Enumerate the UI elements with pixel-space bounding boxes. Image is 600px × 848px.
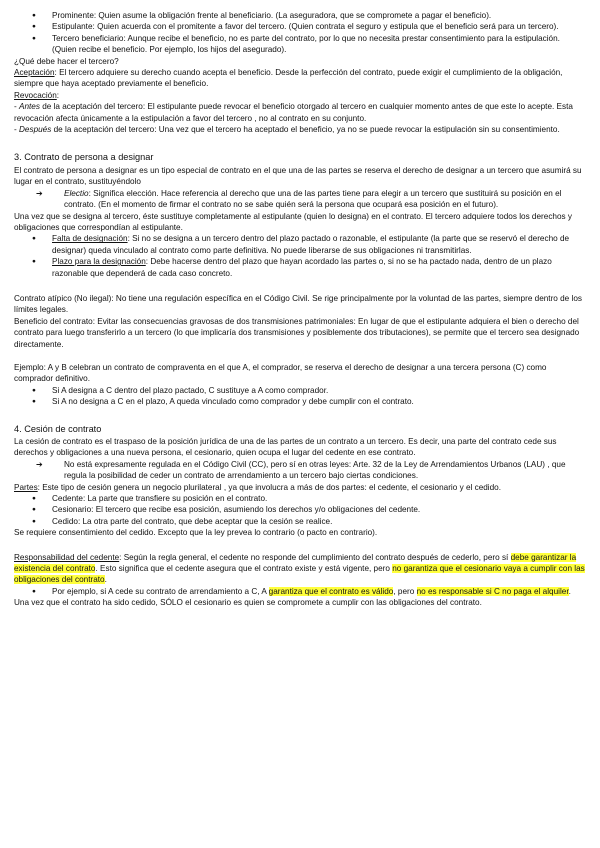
list-item-ejemplo-2: ● Si A no designa a C en el plazo, A queda vinculado como comprador y debe cumplir con el contrato. bbox=[14, 396, 586, 407]
section-heading-4: 4. Cesión de contrato bbox=[14, 423, 102, 434]
antes-paragraph: - Antes de la aceptación del tercero: El estipulante puede revocar el beneficio otorgado al tercero en cualquier momento antes de que este lo acepte. Esta revocación afecta únicamente a la estipulación a favor del tercero , no al contrato en su conjunto. bbox=[14, 102, 573, 123]
question-line: ¿Qué debe hacer el tercero? bbox=[14, 56, 119, 66]
section-heading-3: 3. Contrato de persona a designar bbox=[14, 152, 154, 163]
ejemplo-paragraph: Ejemplo: A y B celebran un contrato de compraventa en el que A, el comprador, se reserva el derecho de designar a una tercera persona (C) como comprador definitivo. bbox=[14, 362, 547, 384]
document-page bbox=[14, 10, 586, 609]
final-paragraph: Una vez que el contrato ha sido cedido, SÓLO el cesionario es quien se compromete a cumplir con las obligaciones del contrato. bbox=[14, 598, 482, 608]
list-item-ejemplo-cesion: ● Por ejemplo, si A cede su contrato de arrendamiento a C, A garantiza que el contrato es válido, pero no es responsable si C no paga el alquiler. bbox=[14, 586, 586, 597]
atipico-paragraph: Contrato atípico (No ilegal): No tiene una regulación específica en el Código Civil. Se rige principalmente por la voluntad de las partes, siempre dentro de los límites legales. bbox=[14, 293, 582, 315]
list-item-ejemplo-1: ● Si A designa a C dentro del plazo pactado, C sustituye a A como comprador. bbox=[14, 385, 586, 396]
responsabilidad-paragraph: Responsabilidad del cedente: Según la regla general, el cedente no responde del cumplimiento del contrato después de cederlo, pero sí debe garantizar la existencia del contrato. Esto significa que el cedente asegura que el contrato existe y está vigente, pero no garantiza que el cesionario vaya a cumplir con las obligaciones del contrato. bbox=[14, 552, 585, 585]
list-item-prominente: ● Prominente: Quien asume la obligación frente al beneficiario. (La aseguradora, que se compromete a pagar el beneficio). bbox=[14, 10, 586, 21]
list-item-tercero: ● Tercero beneficiario: Aunque recibe el beneficio, no es parte del contrato, por lo que no necesita prestar consentimiento para la estipulación. (Quien recibe el beneficio. Por ejemplo, los hijos del asegurado). bbox=[14, 33, 586, 56]
section-3-paragraph: Una vez que se designa al tercero, éste sustituye completamente al estipulante (quien lo designa) en el contrato. El tercero adquiere todos los derechos y obligaciones que correspondían al estipulante. bbox=[14, 211, 572, 232]
partes-paragraph: Partes: Este tipo de cesión genera un negocio plurilateral , ya que involucra a más de dos partes: el cedente, el cesionario y el cedido. bbox=[14, 482, 502, 492]
list-item-cedente: ● Cedente: La parte que transfiere su posición en el contrato. bbox=[14, 493, 586, 504]
highlight: no garantiza que el cesionario vaya a cumplir con las obligaciones del contrato bbox=[14, 564, 585, 585]
requiere-paragraph: Se requiere consentimiento del cedido. Excepto que la ley prevea lo contrario (o pacto en contrario). bbox=[14, 528, 378, 538]
aceptacion-paragraph: Aceptación: El tercero adquiere su derecho cuando acepta el beneficio. Desde la perfección del contrato, puede exigir el cumplimiento de la obligación, siempre que haya aceptado previamente el beneficio. bbox=[14, 68, 563, 89]
highlight: garantiza que el contrato es válido bbox=[268, 586, 394, 596]
beneficio-paragraph: Beneficio del contrato: Evitar las consecuencias gravosas de dos transmisiones patrimoniales: En lugar de que el estipulante adquiera el bien o derecho del contrato para luego transferirlo a un tercero (lo que implicaría dos transmisiones y posiblemente dos tributaciones), se permite que el tercero sea designado directamente. bbox=[14, 316, 580, 349]
regulacion-item: ➔ No está expresamente regulada en el Código Civil (CC), pero sí en otras leyes: Arte. 32 de la Ley de Arrendamientos Urbanos (LAU) , que regula la posibilidad de ceder un contrato de arrendamiento a un tercero bajo ciertas condiciones. bbox=[14, 459, 586, 482]
list-item-falta: ● Falta de designación: Si no se designa a un tercero dentro del plazo pactado o razonable, el estipulante (la parte que se reservó el derecho de designar) queda vinculado al contrato como parte definitiva. No puede liberarse de sus obligaciones ni transmitirlas. bbox=[14, 233, 586, 256]
list-item-plazo: ● Plazo para la designación: Debe hacerse dentro del plazo que hayan acordado las partes o, si no se ha pactado nada, dentro de un plazo razonable que dependerá de cada caso concreto. bbox=[14, 256, 586, 279]
list-item-estipulante: ● Estipulante: Quien acuerda con el promitente a favor del tercero. (Quien contrata el seguro y estipula que el beneficio será para un tercero). bbox=[14, 21, 586, 32]
electio-item: ➔ Electio: Significa elección. Hace referencia al derecho que una de las partes tiene para elegir a un tercero que sustituirá su posición en el contrato. (En el momento de firmar el contrato no se sabe quién será la persona que ocupará esa posición en el futuro). bbox=[14, 188, 586, 211]
despues-paragraph: - Después de la aceptación del tercero: Una vez que el tercero ha aceptado el beneficio, ya no se puede revocar la estipulación sin su consentimiento. bbox=[14, 125, 560, 135]
revocacion-heading: Revocación: bbox=[14, 90, 60, 100]
highlight: no es responsable si C no paga el alquiler bbox=[416, 586, 569, 596]
highlight: debe garantizar la existencia del contrato bbox=[14, 552, 577, 574]
section-4-intro: La cesión de contrato es el traspaso de la posición jurídica de una de las partes de un contrato a un tercero. Es decir, una parte del contrato cede sus derechos y obligaciones a una nueva persona, el cesionario, quien ocupa el lugar del cedente en ese contrato. bbox=[14, 437, 557, 458]
section-3-intro: El contrato de persona a designar es un tipo especial de contrato en el que una de las partes se reserva el derecho de designar a un tercero que asumirá su lugar en el contrato, sustituyéndolo bbox=[14, 165, 582, 187]
list-item-cesionario: ● Cesionario: El tercero que recibe esa posición, asumiendo los derechos y/o obligaciones del cedente. bbox=[14, 504, 586, 515]
list-item-cedido: ● Cedido: La otra parte del contrato, que debe aceptar que la cesión se realice. bbox=[14, 516, 586, 527]
